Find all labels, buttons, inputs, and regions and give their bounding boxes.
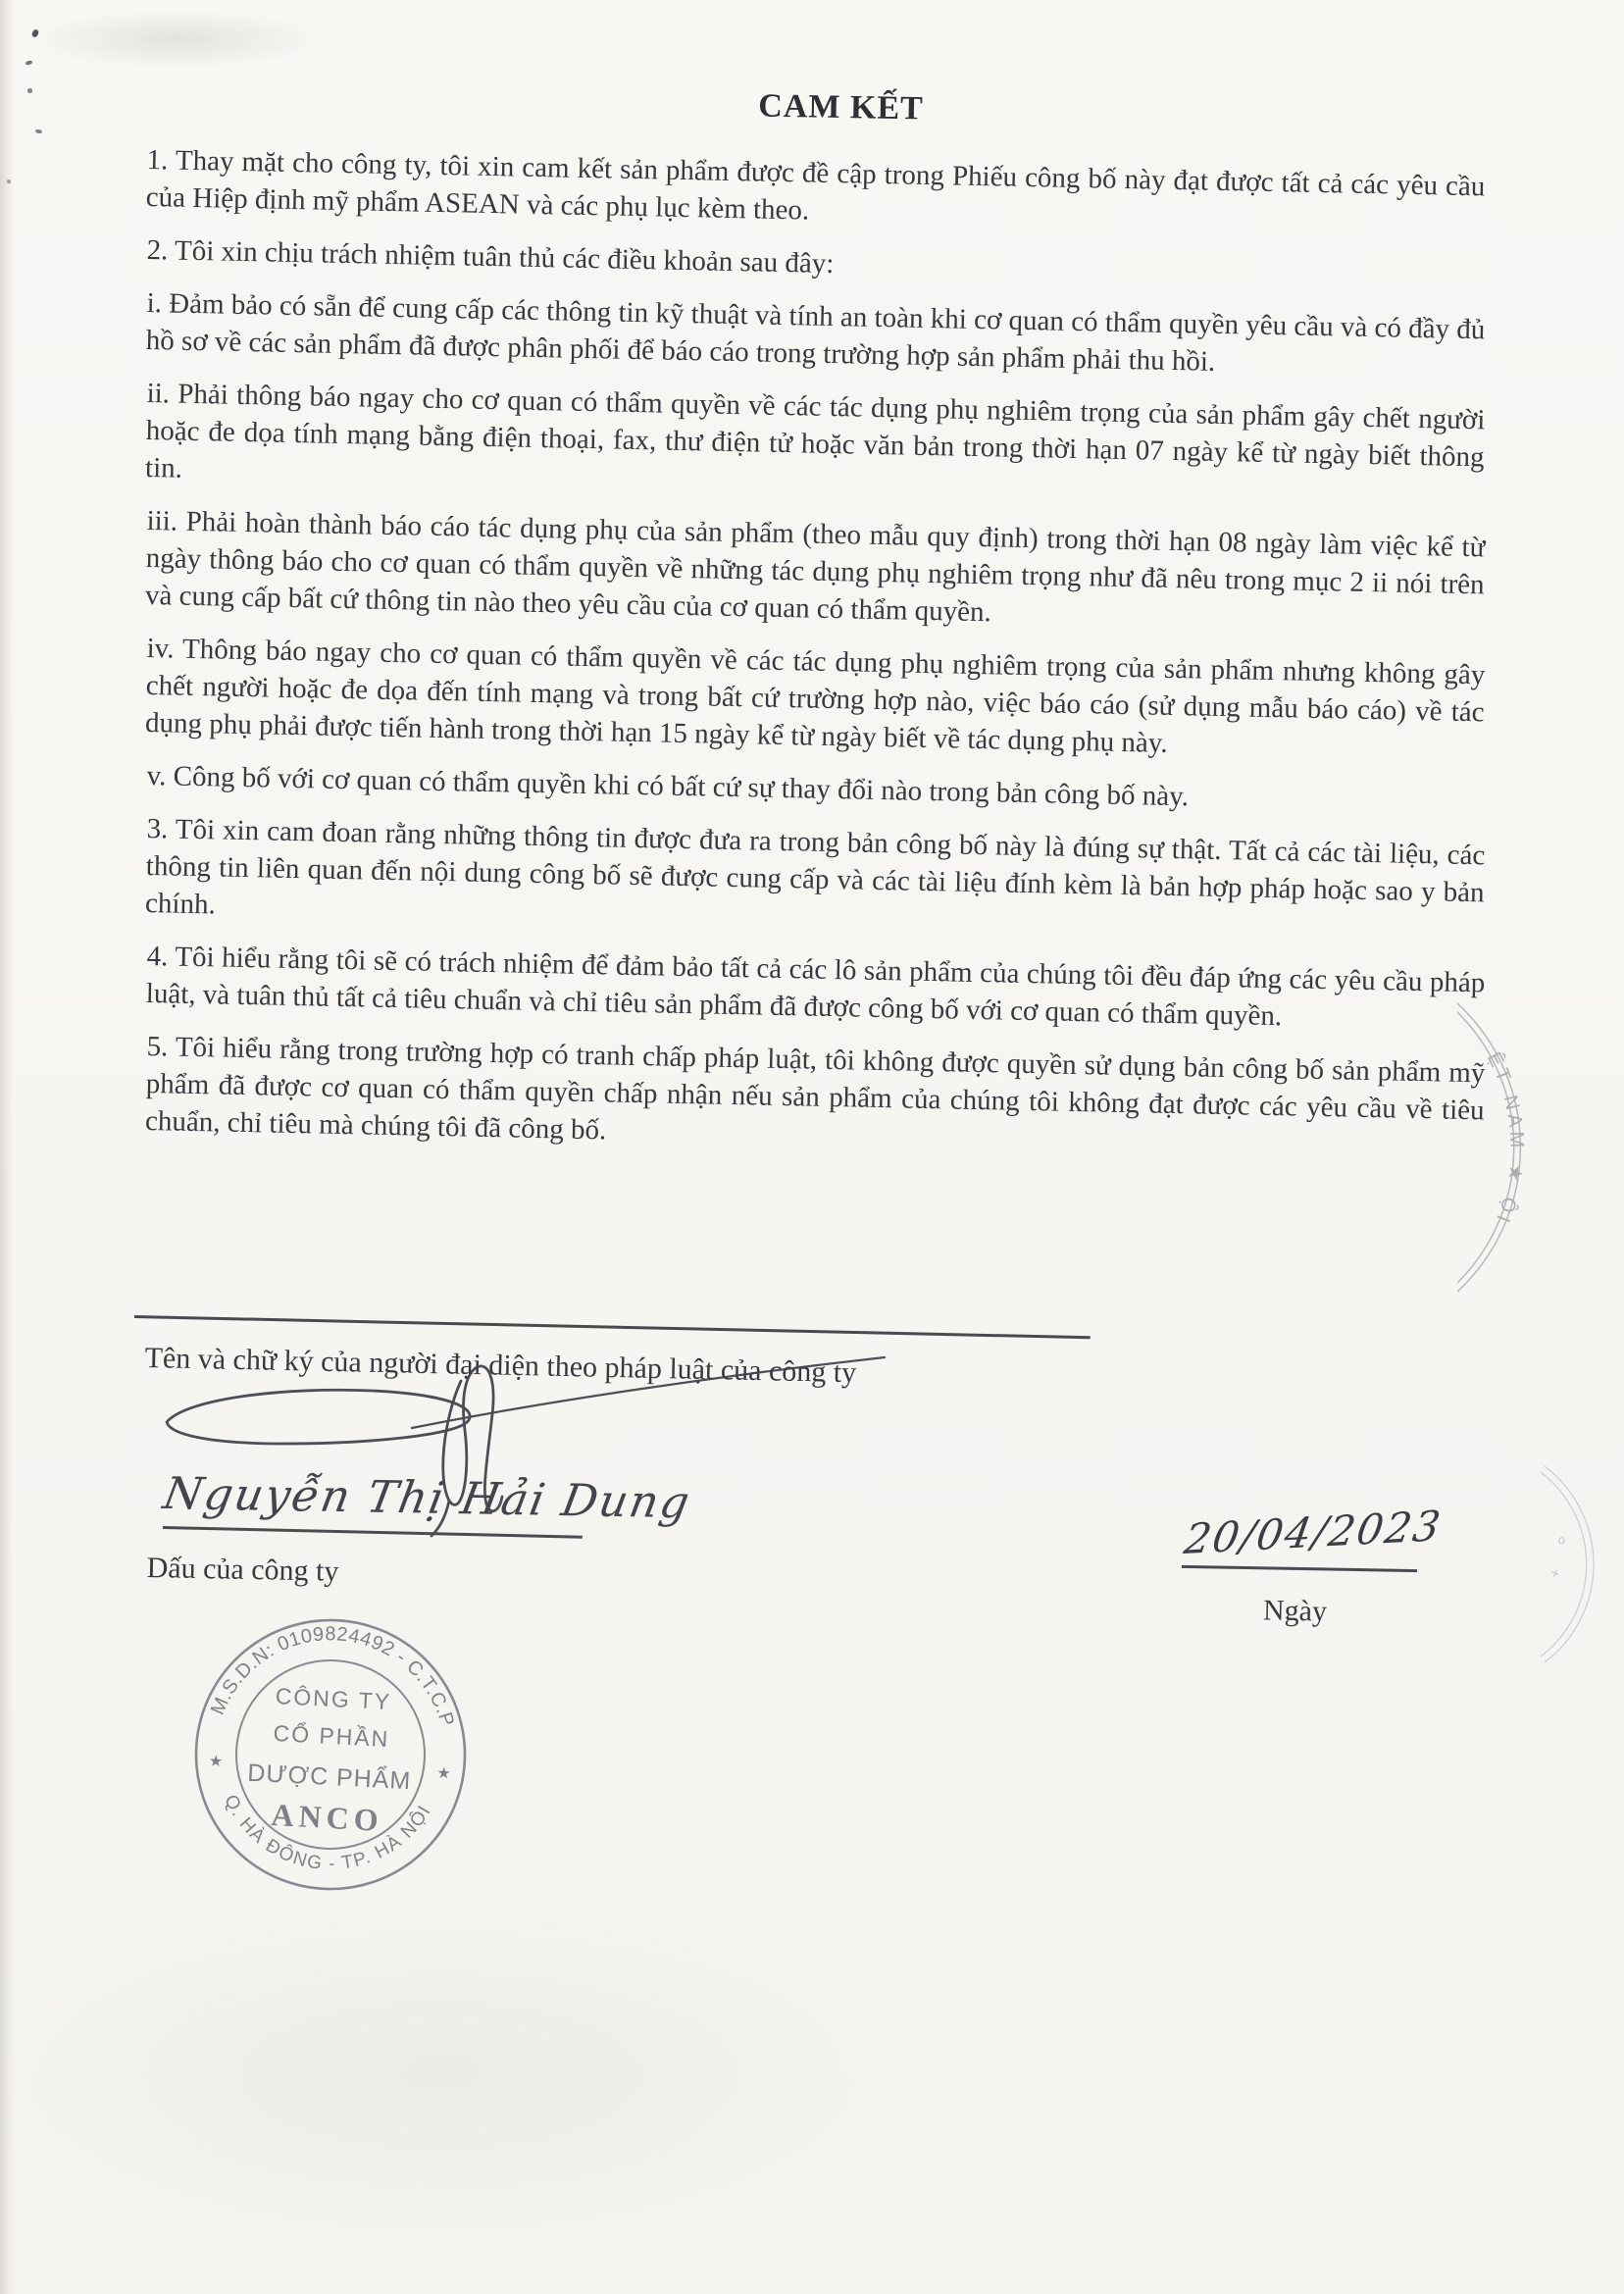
clause-iv: iv. Thông báo ngay cho cơ quan có thẩm quyền về các tác dụng phụ nghiêm trọng của sản phẩm nhưng không gây chết người hoặc đe dọa đến tính mạng và trong bất cứ trường hợp nào, việc báo cáo (sử dụng mẫu báo cáo) về tác dụng phụ phải được tiến hành trong thời hạn 15 ngày kể từ ngày biết về tác dụng phụ này. bbox=[144, 632, 1486, 759]
svg-text:ỆT NAM ★ ỘI bbox=[1483, 1048, 1528, 1229]
company-seal-caption: Dấu của công ty bbox=[146, 1552, 339, 1588]
signature-diagonal-stroke bbox=[412, 1357, 885, 1428]
stamp-company-name: ANCO bbox=[270, 1796, 384, 1838]
stamp-company-line2: CỔ PHẦN bbox=[272, 1719, 390, 1753]
document-body bbox=[144, 86, 1486, 1155]
handwritten-date: 20/04/2023 bbox=[1181, 1501, 1446, 1564]
edge-partial-stamp bbox=[1457, 998, 1624, 1293]
stamp-star-left-icon: ★ bbox=[208, 1753, 224, 1771]
date-arc-line-inner bbox=[1541, 1472, 1587, 1657]
stamp-company-line3: DƯỢC PHẨM bbox=[246, 1759, 412, 1796]
date-label: Ngày bbox=[1262, 1594, 1328, 1628]
signature-separator-line bbox=[134, 1315, 1091, 1339]
stamp-arc-top-text: M.S.D.N: 0109824492 - C.T.C.P bbox=[206, 1623, 459, 1730]
date-underline bbox=[1182, 1565, 1417, 1572]
date-area-partial-stamp bbox=[1530, 1466, 1624, 1692]
signed-name: Nguyễn Thị Hải Dung bbox=[159, 1467, 695, 1529]
stamp-arc-bottom-text: Q. HÀ ĐÔNG - TP. HÀ NỘI bbox=[220, 1791, 436, 1875]
page-title: CAM KẾT bbox=[757, 87, 925, 127]
stamp-company-line1: CÔNG TY bbox=[275, 1682, 392, 1715]
stamp-outer-ring bbox=[189, 1613, 472, 1896]
edge-stamp-text-fragment: ỆT NAM ★ ỘI bbox=[1482, 1048, 1528, 1229]
clause-i: i. Đảm bảo có sẵn để cung cấp các thông tin kỹ thuật và tính an toàn khi cơ quan có thẩm quyền yêu cầu và có đầy đủ hồ sơ về các sản phẩm đã được phân phối để báo cáo trong trường hợp sản phẩm phải thu hồi. bbox=[145, 286, 1486, 378]
edge-stamp-rim-inner bbox=[1457, 998, 1514, 1293]
paragraph-commitment-2: 2. Tôi xin chịu trách nhiệm tuân thủ các điều khoản sau đây: bbox=[146, 233, 835, 280]
stamp-star-right-icon: ★ bbox=[435, 1764, 452, 1783]
scan-speck bbox=[35, 128, 43, 133]
date-arc-mark: + bbox=[1548, 1563, 1562, 1583]
clause-ii: ii. Phải thông báo ngay cho cơ quan có thẩm quyền về các tác dụng phụ nghiêm trọng của sản phẩm gây chết người hoặc đe dọa tính mạng bằng điện thoại, fax, thư điện tử hoặc văn bản trong thời hạn 07 ngày kể từ ngày biết thông tin. bbox=[144, 377, 1486, 484]
paragraph-commitment-5: 5. Tôi hiểu rằng trong trường hợp có tranh chấp pháp luật, tôi không được quyền sử dụng bản công bố sản phẩm mỹ phẩm đã được cơ quan có thẩm quyền chấp nhận nếu sản phẩm của chúng tôi không đạt được các yêu cầu về tiêu chuẩn, chỉ tiêu mà chúng tôi đã công bố. bbox=[144, 1030, 1486, 1147]
paper-smudge bbox=[29, 10, 324, 69]
paper-texture bbox=[0, 1912, 883, 2236]
paragraph-commitment-1: 1. Thay mặt cho công ty, tôi xin cam kết sản phẩm được đề cập trong Phiếu công bố này đạt được tất cả các yêu cầu của Hiệp định mỹ phẩm ASEAN và các phụ lục kèm theo. bbox=[145, 143, 1486, 227]
scan-speck bbox=[7, 179, 11, 183]
date-arc-mark: o bbox=[1556, 1531, 1568, 1549]
signature-oval-stroke bbox=[167, 1390, 470, 1444]
company-round-stamp bbox=[185, 1609, 476, 1900]
scan-speck bbox=[27, 88, 32, 93]
signature-label: Tên và chữ ký của người đại diện theo pháp luật của công ty bbox=[144, 1342, 857, 1390]
paragraph-commitment-3: 3. Tôi xin cam đoan rằng những thông tin được đưa ra trong bản công bố này là đúng sự thật. Tất cả các tài liệu, các thông tin liên quan đến nội dung công bố sẽ được cung cấp và các tài liệu đính kèm là bản hợp pháp hoặc sao y bản chính. bbox=[144, 812, 1486, 921]
paragraph-commitment-4: 4. Tôi hiểu rằng tôi sẽ có trách nhiệm để đảm bảo tất cả các lô sản phẩm của chúng tôi đều đáp ứng các yêu cầu pháp luật, và tuân thủ tất cả tiêu chuẩn và chỉ tiêu sản phẩm đã được công bố với cơ quan có thẩm quyền. bbox=[145, 940, 1486, 1033]
clause-iii: iii. Phải hoàn thành báo cáo tác dụng phụ của sản phẩm (theo mẫu quy định) trong thời hạn 08 ngày làm việc kể từ ngày thông báo cho cơ quan có thẩm quyền về những tác dụng phụ nghiêm trọng như đã nêu trong mục 2 ii nói trên và cung cấp bất cứ thông tin nào theo yêu cầu của cơ quan có thẩm quyền. bbox=[144, 504, 1486, 629]
clause-v: v. Công bố với cơ quan có thẩm quyền khi có bất cứ sự thay đổi nào trong bản công bố này. bbox=[146, 759, 1190, 813]
